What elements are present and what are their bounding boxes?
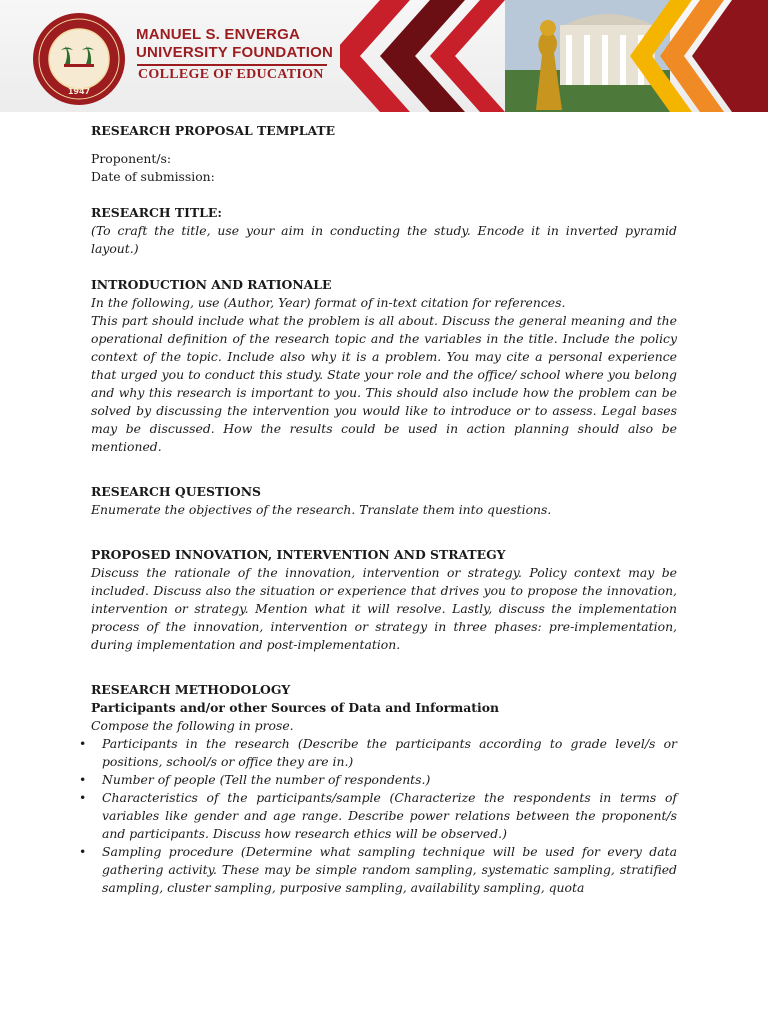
- list-item: • Sampling procedure (Determine what sampling technique will be used for every data gathering activity. These may be simple random sampling, systematic sampling, stratified sampling, cluster sampling, purposive sampling, availability sampling, quota: [91, 843, 677, 897]
- innovation-body: Discuss the rationale of the innovation, intervention or strategy. Policy context may be included. Discuss also the situation or experience that drives you to propose the innovation, intervention or strategy. Mention what it will resolve. Lastly, discuss the implementation process of the innovation, intervention or strategy in three phases: pre-implementation, during implementation and post-implementation.: [91, 565, 677, 652]
- introduction-heading: INTRODUCTION AND RATIONALE: [91, 277, 332, 292]
- research-title-body: (To craft the title, use your aim in conducting the study. Encode it in inverted pyramid layout.): [91, 223, 677, 256]
- college-name: COLLEGE OF EDUCATION: [138, 67, 324, 82]
- research-title-heading: RESEARCH TITLE:: [91, 205, 222, 220]
- list-item: • Characteristics of the participants/sample (Characterize the respondents in terms of variables like gender and age range. Describe power relations between the proponent/s and participants. Discuss how research ethics will be observed.): [91, 789, 677, 843]
- innovation-heading: PROPOSED INNOVATION, INTERVENTION AND STRATEGY: [91, 547, 506, 562]
- research-questions-body: Enumerate the objectives of the research. Translate them into questions.: [91, 502, 552, 517]
- list-item: • Participants in the research (Describe the participants according to grade level/s or positions, school/s or office they are in.): [91, 735, 677, 771]
- university-name-line1: MANUEL S. ENVERGA: [136, 26, 300, 43]
- university-seal-icon: [32, 12, 126, 106]
- methodology-heading: RESEARCH METHODOLOGY: [91, 682, 291, 697]
- university-name-line2: UNIVERSITY FOUNDATION: [136, 44, 333, 61]
- list-item: • Number of people (Tell the number of respondents.): [91, 771, 677, 789]
- research-questions-heading: RESEARCH QUESTIONS: [91, 484, 262, 499]
- university-name: [136, 26, 333, 62]
- header-banner: [0, 0, 768, 112]
- proposal-document: [91, 122, 677, 897]
- title-divider: [137, 64, 327, 66]
- methodology-intro: Compose the following in prose.: [91, 718, 294, 733]
- introduction-note: In the following, use (Author, Year) format of in-text citation for references.: [91, 295, 566, 310]
- proponents-label: Proponent/s:: [91, 151, 172, 166]
- template-title: RESEARCH PROPOSAL TEMPLATE: [91, 123, 336, 138]
- methodology-bullet-list: [91, 735, 677, 897]
- header-chevron-graphic: [340, 0, 768, 112]
- seal-year: 1947: [67, 87, 91, 96]
- submission-date-label: Date of submission:: [91, 169, 215, 184]
- introduction-body: This part should include what the problem is all about. Discuss the general meaning and the operational definition of the research topic and the variables in the title. Include the policy context of the topic. Include also why it is a problem. You may cite a personal experience that urged you to conduct this study. State your role and the office/ school where you belong and why this research is important to you. This should also include how the problem can be solved by discussing the intervention you would like to introduce or to assess. Legal bases may be discussed. How the results could be used in action planning should also be mentioned.: [91, 313, 677, 454]
- methodology-subheading: Participants and/or other Sources of Data and Information: [91, 700, 499, 715]
